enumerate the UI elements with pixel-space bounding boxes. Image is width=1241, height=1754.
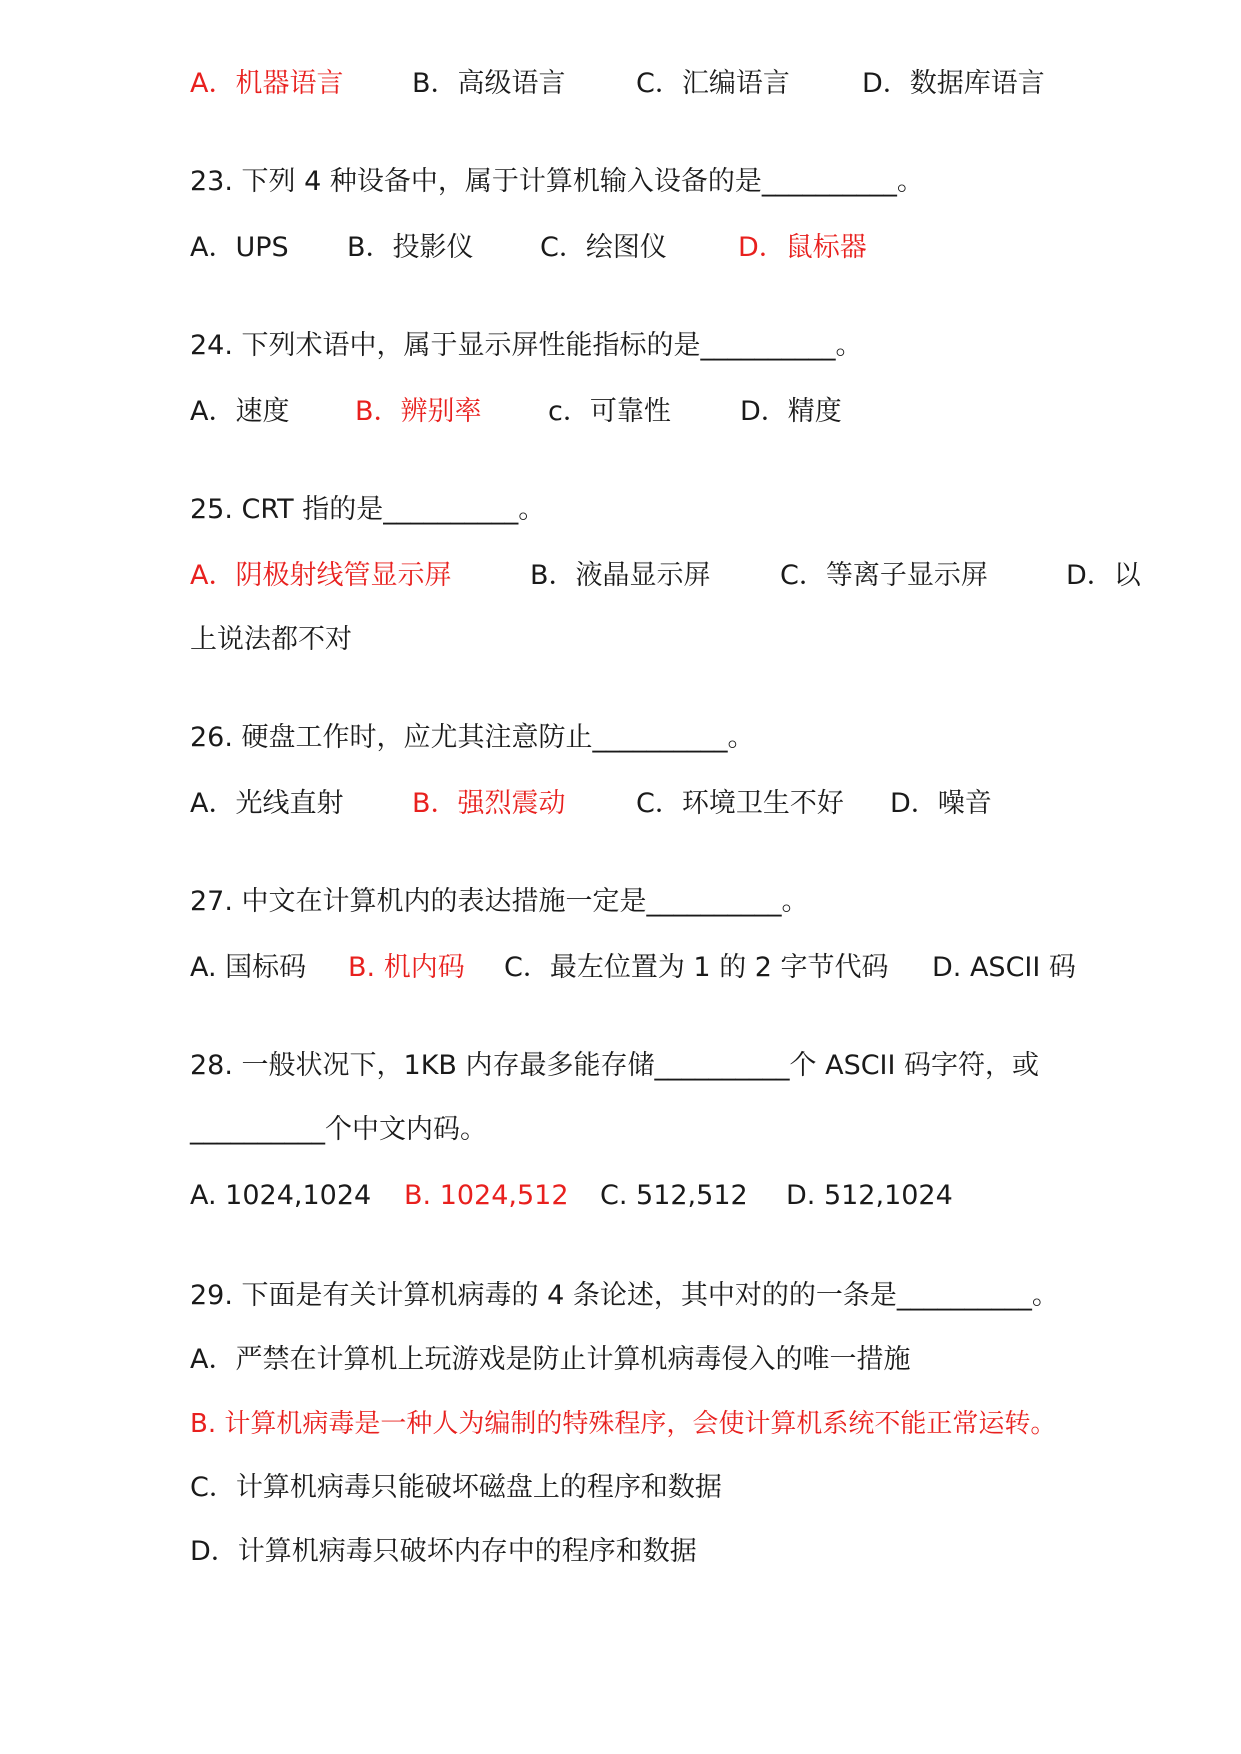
q25-option-d-continuation: 上说法都不对	[190, 624, 352, 655]
q25-stem: 25. CRT 指的是__________。	[190, 494, 546, 525]
q28-option-a: A. 1024,1024	[190, 1180, 372, 1211]
q28-option-d: D. 512,1024	[786, 1180, 953, 1211]
q29-option-b: B. 计算机病毒是一种人为编制的特殊程序，会使计算机系统不能正常运转。	[190, 1409, 1057, 1439]
q29-option-d: D．计算机病毒只破坏内存中的程序和数据	[190, 1536, 697, 1567]
q24-option-d: D．精度	[740, 396, 842, 427]
q22-option-a: A．机器语言	[190, 68, 344, 99]
q23-option-c: C．绘图仪	[540, 232, 667, 263]
q28-option-b: B. 1024,512	[404, 1180, 569, 1211]
q26-option-b: B．强烈震动	[412, 788, 566, 819]
q29-option-a: A．严禁在计算机上玩游戏是防止计算机病毒侵入的唯一措施	[190, 1344, 911, 1375]
q26-stem: 26. 硬盘工作时，应尤其注意防止__________。	[190, 722, 755, 753]
q24-option-b: B．辨别率	[355, 396, 482, 427]
q28-option-c: C. 512,512	[600, 1180, 748, 1211]
q28-stem-continuation: __________个中文内码。	[190, 1114, 487, 1145]
q22-option-d: D．数据库语言	[862, 68, 1045, 99]
q27-option-d: D. ASCII 码	[932, 952, 1076, 983]
q29-option-c: C．计算机病毒只能破坏磁盘上的程序和数据	[190, 1472, 722, 1503]
q25-option-d: D．以	[1066, 560, 1141, 591]
q26-option-c: C．环境卫生不好	[636, 788, 844, 819]
q24-option-c: c．可靠性	[548, 396, 671, 427]
q23-option-b: B．投影仪	[347, 232, 474, 263]
q26-option-d: D．噪音	[890, 788, 992, 819]
q24-option-a: A．速度	[190, 396, 290, 427]
q27-stem: 27. 中文在计算机内的表达措施一定是__________。	[190, 886, 809, 917]
q27-option-b: B. 机内码	[348, 952, 465, 983]
q22-option-b: B．高级语言	[412, 68, 566, 99]
q23-stem: 23. 下列 4 种设备中，属于计算机输入设备的是__________。	[190, 166, 924, 197]
q24-stem: 24. 下列术语中，属于显示屏性能指标的是__________。	[190, 330, 863, 361]
q29-stem: 29. 下面是有关计算机病毒的 4 条论述，其中对的的一条是__________。	[190, 1280, 1059, 1311]
q25-option-c: C．等离子显示屏	[780, 560, 988, 591]
q26-option-a: A．光线直射	[190, 788, 344, 819]
q22-option-c: C．汇编语言	[636, 68, 790, 99]
q27-option-a: A. 国标码	[190, 952, 307, 983]
q23-option-d: D．鼠标器	[738, 232, 867, 263]
q25-option-a: A．阴极射线管显示屏	[190, 560, 452, 591]
q23-option-a: A．UPS	[190, 232, 289, 263]
q27-option-c: C．最左位置为 1 的 2 字节代码	[504, 952, 889, 983]
q25-option-b: B．液晶显示屏	[530, 560, 711, 591]
q28-stem: 28. 一般状况下，1KB 内存最多能存储__________个 ASCII 码字符，或	[190, 1050, 1040, 1081]
